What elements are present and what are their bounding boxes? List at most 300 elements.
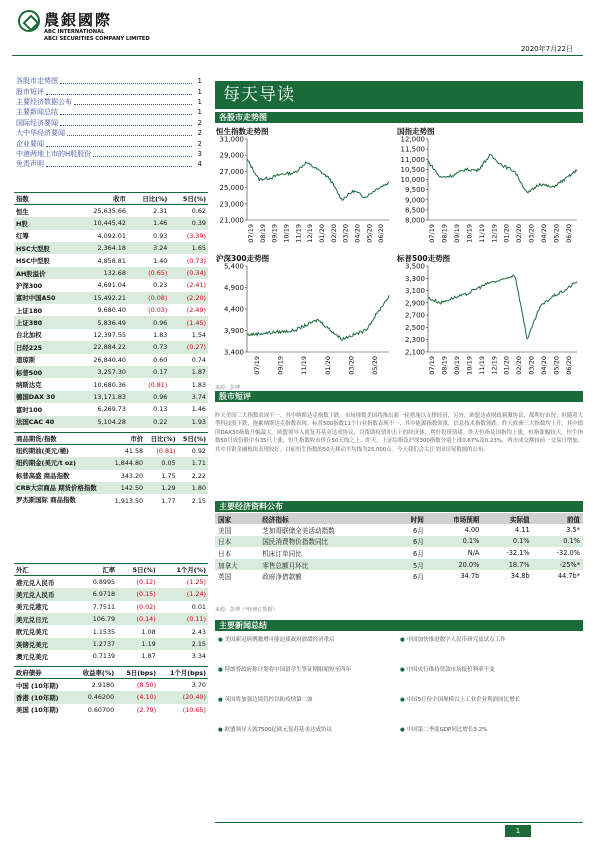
toc-item-label: 主要新闻总结 [16, 108, 58, 117]
toc-item[interactable] [16, 107, 202, 117]
table-row [215, 570, 583, 582]
table-cell: 英镑兑美元 [14, 638, 78, 650]
table-cell: 3.74 [169, 391, 208, 403]
table-cell: 6月 [413, 526, 424, 535]
table-cell: 1.46 [128, 217, 169, 229]
series-line [247, 295, 389, 340]
y-tick-label: 11,000 [400, 155, 425, 164]
news-item [218, 696, 393, 704]
table-cell: 0.23 [153, 281, 168, 290]
table-cell: AH股溢价 [14, 267, 76, 279]
toc-item-label: 主要经济数据公布 [16, 97, 72, 106]
table-cell: 6,269.73 [97, 405, 126, 414]
table-cell: 0.17 [128, 366, 169, 378]
table-row [14, 378, 208, 390]
header-divider [12, 55, 583, 56]
table-cell: 4,691.04 [97, 281, 126, 290]
table-cell: 1.75 [161, 471, 176, 480]
table-cell: 0.46200 [72, 691, 116, 703]
commodities-table [14, 432, 208, 507]
y-tick-label: 3,100 [404, 287, 425, 296]
table-cell: 上证380 [14, 316, 76, 328]
y-tick-label: 10,000 [400, 176, 425, 184]
toc-item-page: 1 [197, 97, 202, 106]
column-header: 外汇 [14, 564, 78, 576]
table-cell: 1.65 [169, 242, 208, 254]
table-row [215, 559, 583, 571]
bullet-icon: ● [400, 727, 407, 733]
table-cell: 0.73 [128, 341, 169, 353]
x-tick-label: 10/19 [282, 224, 291, 243]
table-row [14, 242, 208, 254]
table-cell: (0.34) [169, 267, 208, 279]
table-cell: (3.39) [186, 231, 206, 240]
x-tick-label: 09/19 [270, 224, 279, 243]
x-tick-label: 07/19 [428, 224, 437, 243]
table-cell: 中国 (10年期) [16, 681, 59, 690]
table-row [14, 638, 208, 650]
table-cell: 1.83 [191, 380, 206, 389]
x-tick-label: 11/19 [477, 224, 486, 243]
y-tick-label: 4,900 [223, 284, 244, 292]
table-cell: 1.54 [191, 330, 206, 339]
table-cell: 港元兑人民币 [16, 578, 55, 587]
table-cell: 6月 [394, 536, 427, 548]
toc-leader [60, 120, 192, 126]
y-tick-label: 11,500 [400, 145, 425, 154]
table-cell: N/A [467, 548, 480, 557]
toc-item-page: 1 [197, 87, 202, 96]
table-cell: 142.50 [109, 482, 145, 494]
table-cell: 343.20 [120, 471, 144, 480]
news-text: 英国将加强边境管控以防疫情第二波 [224, 697, 313, 703]
x-tick-label: 05/20 [552, 224, 561, 243]
table-cell: CRB大宗商品 期货价格指数 [14, 482, 109, 494]
footer-divider [215, 822, 583, 823]
y-tick-label: 3,900 [223, 327, 244, 335]
table-cell: 4,858.81 [97, 256, 126, 265]
table-cell: (1.24) [158, 588, 208, 600]
news-text: 中国第二季度GDP同比增长3.2% [406, 727, 488, 733]
table-cell: 红筹 [16, 232, 29, 241]
section-header-charts: 各股市走势图 [215, 112, 583, 123]
table-cell: 日本 [215, 536, 259, 548]
table-cell: 1.40 [153, 256, 168, 265]
table-cell: 5月 [394, 559, 427, 571]
table-cell: 41.58 [124, 447, 144, 456]
series-line [428, 154, 577, 193]
table-row [14, 588, 208, 600]
y-tick-label: 27,000 [219, 167, 244, 176]
table-cell: 0.1% [482, 536, 532, 548]
table-cell: 106.79 [78, 613, 118, 625]
toc-item-label: 免责声明 [16, 160, 44, 169]
table-cell: (0.14) [117, 613, 158, 625]
table-row [14, 354, 208, 366]
table-cell: 7.7511 [92, 602, 116, 611]
column-header: 实际值 [482, 513, 532, 524]
table-cell: 25,635.66 [93, 207, 126, 216]
column-header: 5日(bps) [116, 667, 158, 679]
x-tick-label: 10/19 [465, 356, 474, 375]
table-cell: (0.12) [136, 578, 156, 587]
x-tick-label: 03/20 [341, 224, 350, 243]
table-cell: 0.92 [191, 447, 206, 456]
table-cell: (2.41) [186, 281, 206, 290]
table-cell: 3.5* [566, 525, 580, 534]
table-cell: 15,492.21 [76, 292, 128, 304]
table-cell: 3,257.30 [76, 366, 128, 378]
table-cell: 上证180 [16, 306, 43, 315]
table-cell: 1.77 [161, 496, 176, 505]
table-cell: 1.71 [178, 457, 208, 469]
table-cell: 美国 [218, 526, 232, 535]
toc-leader [46, 89, 192, 95]
news-text: 欧盟领导人就7500亿欧元复苏基金达成协议 [224, 727, 333, 733]
x-tick-label: 06/20 [377, 224, 386, 243]
column-header: 前值 [533, 513, 583, 524]
section-header-commentary: 股市短评 [215, 391, 583, 402]
table-cell: (1.45) [169, 316, 208, 328]
y-tick-label: 2,700 [404, 311, 425, 320]
table-cell: 纳斯达克 [16, 381, 42, 390]
table-cell: 纽约期金(美元/t oz) [14, 457, 109, 469]
table-cell: 22,884.22 [76, 341, 128, 353]
toc-item[interactable] [16, 97, 202, 107]
x-tick-label: 07/19 [246, 224, 255, 243]
bullet-icon: ● [400, 667, 407, 673]
x-tick-label: 02/20 [329, 224, 338, 243]
table-cell: 132.68 [76, 267, 128, 279]
table-cell: 0.1% [533, 536, 583, 548]
econ-source-note: 来源：彭博（*经修订数据） [215, 607, 278, 613]
x-tick-label: 12/19 [306, 224, 315, 243]
table-cell: 1,844.80 [109, 457, 145, 469]
table-cell: 香港 (10年期) [14, 691, 72, 703]
table-cell: 标普高盛 商品指数 [16, 471, 70, 480]
x-tick-label: 05/20 [365, 224, 374, 243]
table-cell: 34.7b [460, 572, 480, 581]
column-header: 收市 [76, 193, 128, 205]
x-tick-label: 08/19 [440, 356, 449, 375]
table-cell: (0.81) [156, 447, 176, 456]
y-tick-label: 12,000 [400, 135, 425, 144]
table-cell: 美元兑日元 [14, 613, 78, 625]
y-tick-label: 5,400 [223, 262, 244, 271]
table-row [14, 230, 208, 242]
econ-data-table [215, 513, 583, 582]
table-cell: 零售总额月环比 [259, 559, 394, 571]
table-row [14, 691, 208, 703]
table-cell: 3.34 [191, 652, 206, 661]
table-row [14, 416, 208, 428]
news-item [218, 636, 393, 644]
table-cell: 26,840.40 [93, 355, 126, 364]
x-tick-label: 03/20 [527, 224, 536, 243]
table-cell: 1.46 [191, 405, 206, 414]
x-tick-label: 11/19 [294, 224, 303, 243]
chart-title-hsi: 恒生指数走势图 [216, 127, 269, 136]
y-tick-label: 10,500 [400, 165, 425, 174]
table-cell: 1.29 [145, 482, 178, 494]
y-tick-label: 2,100 [404, 348, 425, 357]
table-cell: 0.22 [128, 416, 169, 428]
y-tick-label: 4,400 [223, 305, 244, 314]
table-row [14, 470, 208, 482]
table-row [14, 316, 208, 328]
table-cell: 1.87 [141, 652, 156, 661]
table-cell: 英国 [218, 573, 232, 582]
x-tick-label: 08/19 [440, 224, 449, 243]
table-cell: 1.80 [178, 482, 208, 494]
table-row [14, 292, 208, 304]
table-cell: 富时中国A50 [14, 292, 76, 304]
section-header-news: 主要新闻总结 [215, 620, 583, 631]
news-text: 特朗普政府称计划将中国留学生签证期限缩短至四年 [224, 667, 352, 673]
table-cell: 1.1535 [92, 627, 116, 636]
toc-leader [46, 141, 192, 147]
y-tick-label: 3,400 [223, 348, 244, 357]
table-cell: 2.15 [191, 496, 206, 505]
company-name-cn: 農銀國際 [44, 11, 113, 29]
table-cell: 澳元兑美元 [16, 652, 48, 661]
x-tick-label: 08/19 [258, 224, 267, 243]
table-row [14, 704, 208, 716]
table-cell: 5,104.28 [76, 416, 128, 428]
toc-item-page: 1 [197, 108, 202, 117]
table-cell: 日经225 [14, 341, 76, 353]
table-cell: 2.15 [158, 638, 208, 650]
x-tick-label: 04/20 [539, 356, 548, 375]
table-cell: 0.7139 [92, 652, 116, 661]
x-tick-label: 03/20 [347, 356, 356, 375]
report-date: 2020年7月22日 [520, 45, 573, 53]
table-cell: 6月 [413, 573, 424, 582]
table-row [215, 524, 583, 536]
table-cell: 美国 (10年期) [16, 706, 59, 715]
column-header: 5日(%) [178, 433, 208, 445]
table-cell: 纽约期油(美元/桶) [16, 447, 69, 456]
news-item [400, 726, 580, 734]
y-tick-label: 2,500 [404, 323, 425, 332]
table-row [14, 267, 208, 279]
toc-item-page: 3 [197, 149, 202, 158]
y-tick-label: 3,300 [404, 274, 425, 283]
column-header: 日比(%) [128, 193, 169, 205]
bonds-table [14, 666, 208, 716]
table-cell: 0.8995 [92, 578, 116, 587]
x-tick-label: 05/20 [371, 356, 380, 375]
x-tick-label: 09/19 [453, 356, 462, 375]
chart-title-spx: 标普500走势图 [397, 254, 451, 263]
table-cell: 0.60 [153, 355, 168, 364]
toc-item-page: 2 [197, 129, 202, 138]
table-cell: 美元兑人民币 [14, 588, 78, 600]
chart-spx [396, 262, 583, 382]
x-tick-label: 06/20 [564, 356, 573, 375]
x-tick-label: 01/20 [502, 356, 511, 375]
table-row [14, 304, 208, 316]
column-header: 5日(%) [117, 564, 158, 576]
table-cell: 2.22 [191, 471, 206, 480]
table-cell: -32.0% [556, 548, 580, 557]
table-cell: 道琼斯 [16, 356, 36, 365]
table-cell: (0.11) [158, 613, 208, 625]
table-cell: 0.1% [427, 536, 483, 548]
column-header: 商品期货/指数 [14, 433, 109, 445]
column-header: 汇率 [78, 564, 118, 576]
toc-leader [93, 151, 192, 157]
x-tick-label: 11/19 [300, 356, 309, 375]
y-tick-label: 9,000 [404, 196, 425, 205]
table-cell: 1.93 [169, 416, 208, 428]
table-cell: (0.65) [128, 267, 169, 279]
table-cell: HSC中型股 [16, 257, 50, 266]
table-cell: 沪深300 [16, 281, 43, 290]
toc-item-page: 1 [197, 77, 202, 86]
table-cell: 机床订单同比 [262, 549, 302, 558]
x-tick-label: 01/20 [323, 356, 332, 375]
table-row [14, 457, 208, 469]
x-tick-label: 02/20 [515, 224, 524, 243]
x-tick-label: 12/19 [490, 356, 499, 375]
toc-item[interactable] [16, 159, 202, 169]
x-tick-label: 01/20 [317, 224, 326, 243]
table-row [14, 205, 208, 217]
toc-item-page: 2 [197, 118, 202, 127]
column-header: 1个月(%) [158, 564, 208, 576]
toc-item-label: 国际经济要闻 [16, 118, 58, 127]
toc-item[interactable] [16, 138, 202, 148]
column-header: 1个月(bps) [158, 667, 208, 679]
page-number: 1 [505, 825, 531, 837]
x-tick-label: 01/20 [502, 224, 511, 243]
table-cell: 1,913.50 [114, 496, 144, 505]
column-header: 日比(%) [145, 433, 178, 445]
table-cell: 标普500 [14, 366, 76, 378]
table-cell: H股 [14, 217, 76, 229]
table-cell: 国民消费物价指数同比 [259, 536, 394, 548]
page-title: 每天导读 [215, 81, 583, 109]
table-cell: HSC大型股 [14, 242, 76, 254]
table-row [215, 547, 583, 559]
y-tick-label: 31,000 [219, 135, 244, 144]
x-tick-label: 04/20 [353, 224, 362, 243]
table-cell: 日本 [218, 549, 232, 558]
toc-item[interactable] [16, 149, 202, 159]
chart-title-csi300: 沪深300走势图 [216, 254, 270, 263]
y-tick-label: 9,500 [404, 186, 425, 195]
table-cell: 12,397.55 [93, 330, 126, 339]
toc-item[interactable] [16, 86, 202, 96]
news-text: 中国5月份全国规模以上工业企业利润同比增长 [406, 697, 521, 703]
x-tick-label: 09/19 [276, 356, 285, 375]
series-line [247, 159, 389, 201]
table-cell: (0.03) [148, 306, 168, 315]
table-cell: (2.79) [136, 705, 157, 714]
table-cell: (0.73) [186, 256, 206, 265]
table-cell: 2,364.18 [76, 242, 128, 254]
x-tick-label: 11/19 [477, 356, 486, 375]
company-logo [18, 10, 40, 32]
market-commentary: 昨天美国三大指数表现不一，其中纳斯达克指数下跌。市场憧憬美国将推出新一轮措施以支撑经济，另外，欧盟达成财政刺激协议，都利好市况；但随着大型科技股下跌，拖累纳斯达克指数表现。标普500指数11个行业指数表现不一，其中能源指数领涨，信息技术指数领跌。昨天欧洲三大指数均上升，其中德国DAX30指数升幅最大。欧盟领导人就复苏基金达成协议，以帮助疫情冲击下的经济体，利好投资情绪。昨天恒指及国指均上涨，恒指涨幅较大。恒生指数50只成份股中有35只上涨，恒生指数收市价在50天线之上。昨天，上证综指及沪深300指数分别上涨0.67%及0.23%，两市成交额较前一交易日增加，其中非银金融板块表现较好。目前恒生指数的50天移动平均线为25,000点。今天我们会关注美国房屋数据的公布。 [215, 413, 583, 453]
table-row [14, 341, 208, 353]
news-item [218, 726, 393, 734]
table-row [14, 482, 208, 494]
table-cell: 0.62 [191, 207, 206, 216]
toc-item-label: 企业要闻 [16, 139, 44, 148]
table-cell: 0.93 [153, 231, 168, 240]
table-cell: (20.40) [158, 691, 208, 703]
toc-item-page: 2 [197, 139, 202, 148]
table-row [14, 279, 208, 291]
column-header: 经济指标 [259, 513, 394, 524]
table-cell: 2.43 [191, 627, 206, 636]
chart-title-hscei: 国指走势图 [397, 127, 435, 136]
toc-item[interactable] [16, 76, 202, 86]
table-cell: 3.24 [128, 242, 169, 254]
x-tick-label: 05/20 [552, 356, 561, 375]
table-row [14, 391, 208, 403]
table-cell: 富时100 [16, 405, 43, 414]
x-tick-label: 07/19 [252, 356, 261, 375]
news-text: 中国央行维持贷款市场报价利率不变 [406, 667, 495, 673]
table-cell: 6月 [413, 549, 424, 558]
toc-leader [67, 130, 192, 136]
table-cell: (0.08) [128, 292, 169, 304]
column-header: 时间 [394, 513, 427, 524]
column-header: 收益率(%) [72, 667, 116, 679]
x-tick-label: 06/20 [564, 224, 573, 243]
toc-item-label: 中港两地上市的H股股份 [16, 149, 92, 158]
table-row [14, 601, 208, 613]
table-cell: 9,680.40 [97, 306, 126, 315]
y-tick-label: 3,500 [404, 262, 425, 271]
y-tick-label: 23,000 [219, 200, 244, 209]
table-cell: (2.49) [186, 306, 206, 315]
toc-item[interactable] [16, 118, 202, 128]
table-cell: 罗杰斯国际 商品指数 [16, 496, 76, 505]
y-tick-label: 21,000 [219, 216, 244, 225]
table-row [14, 329, 208, 341]
table-cell: (2.20) [169, 292, 208, 304]
table-cell: 0.05 [145, 457, 178, 469]
chart-csi300 [215, 262, 395, 382]
company-name-en-full: ABCI SECURITIES COMPANY LIMITED [44, 36, 150, 42]
table-cell: 10,680.36 [93, 380, 126, 389]
table-cell: 0.96 [128, 316, 169, 328]
table-cell: 13,171.83 [76, 391, 128, 403]
table-row [14, 366, 208, 378]
table-cell: 加拿大 [215, 559, 259, 571]
table-cell: 4,092.01 [97, 231, 126, 240]
table-row [14, 613, 208, 625]
column-header: 国家 [215, 513, 259, 524]
table-cell: (8.50) [136, 681, 157, 690]
x-tick-label: 10/19 [465, 224, 474, 243]
x-tick-label: 07/19 [428, 356, 437, 375]
x-tick-label: 02/20 [515, 356, 524, 375]
table-cell: 10,445.42 [76, 217, 128, 229]
column-header: 市场预期 [427, 513, 483, 524]
table-cell: (0.02) [136, 602, 156, 611]
table-cell: 芝加哥联储全美活动指数 [262, 526, 335, 535]
table-cell: 法国CAC 40 [14, 416, 76, 428]
bullet-icon: ● [400, 697, 407, 703]
toc-item[interactable] [16, 128, 202, 138]
y-tick-label: 29,000 [219, 151, 244, 160]
table-cell: 1.87 [169, 366, 208, 378]
